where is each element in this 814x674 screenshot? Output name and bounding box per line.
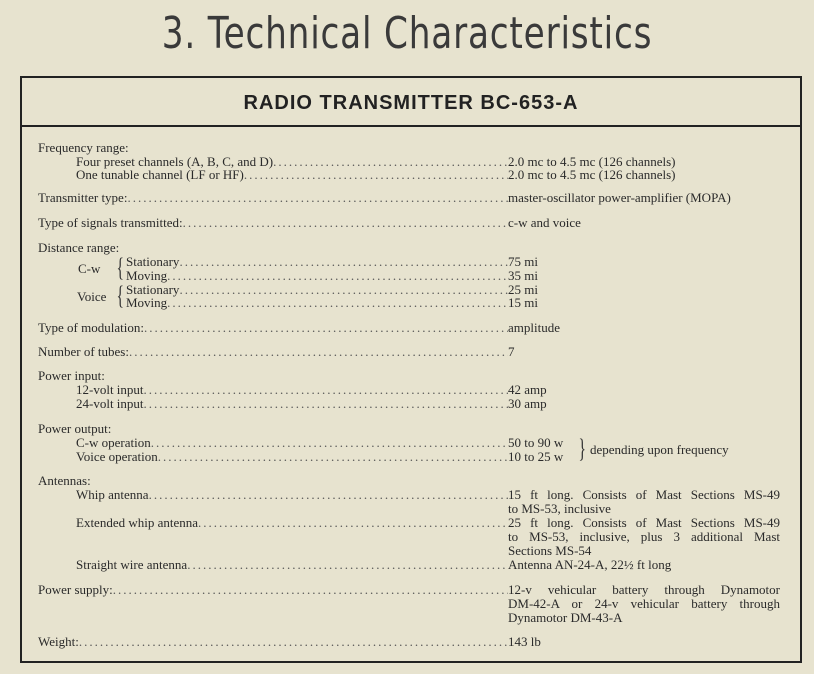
brace-icon: { [116, 281, 124, 310]
spec-value [508, 345, 780, 359]
dot-leader [183, 216, 508, 230]
spec-label: 24-volt input [76, 396, 144, 411]
spec-label: Distance range: [38, 240, 120, 255]
dot-leader [149, 488, 508, 502]
dot-leader [167, 269, 508, 283]
header-divider [22, 125, 800, 127]
spec-label: Moving [126, 268, 168, 283]
dot-leader [127, 191, 508, 205]
dot-leader [198, 516, 508, 530]
spec-label: C-w operation [76, 435, 151, 450]
spec-label: Antennas: [38, 473, 91, 488]
spec-value-line: 50 to 90 w [508, 435, 564, 450]
spec-value-line: amplitude [508, 320, 560, 335]
spec-label: Straight wire antenna [76, 557, 188, 572]
brace-icon: } [578, 434, 586, 463]
spec-label: One tunable channel (LF or HF) [76, 167, 244, 182]
spec-label: Moving [126, 295, 168, 310]
spec-value-line: master-oscillator power-amplifier (MOPA) [508, 190, 731, 205]
spec-value [508, 516, 780, 558]
spec-value-line: 42 amp [508, 382, 547, 397]
spec-value-line: 75 mi [508, 254, 538, 269]
spec-label: Weight: [38, 634, 79, 649]
spec-value-line: 2.0 mc to 4.5 mc (126 channels) [508, 154, 676, 169]
spec-value [508, 436, 578, 450]
dot-leader [158, 450, 508, 464]
spec-label: Stationary [126, 254, 180, 269]
spec-value-line: to MS-53, inclusive, plus 3 additional Mast [508, 529, 780, 544]
power-output-note: depending upon frequency [590, 442, 729, 457]
spec-label: Transmitter type: [38, 190, 128, 205]
spec-value [508, 488, 780, 516]
dot-leader [144, 397, 508, 411]
dot-leader [167, 296, 508, 310]
spec-label: Power input: [38, 368, 105, 383]
spec-value [508, 583, 780, 625]
spec-value-line: Sections MS-54 [508, 543, 592, 558]
spec-label: Extended whip antenna [76, 515, 199, 530]
spec-label: Power output: [38, 421, 112, 436]
spec-label: Voice operation [76, 449, 158, 464]
spec-label: Type of modulation: [38, 320, 144, 335]
spec-label: Four preset channels (A, B, C, and D) [76, 154, 274, 169]
dot-leader [144, 383, 508, 397]
spec-label: Number of tubes: [38, 344, 129, 359]
spec-value-line: 7 [508, 344, 515, 359]
spec-label: Type of signals transmitted: [38, 215, 183, 230]
spec-value-line: 35 mi [508, 268, 538, 283]
spec-value [508, 191, 780, 205]
dot-leader [151, 436, 508, 450]
spec-label: Power supply: [38, 582, 113, 597]
spec-value-line: 25 ft long. Consists of Mast Sections MS-49 [508, 515, 780, 530]
dot-leader [244, 168, 508, 182]
spec-value-line: Antenna AN-24-A, 22½ ft long [508, 557, 672, 572]
dot-leader [179, 255, 508, 269]
spec-label: 12-volt input [76, 382, 144, 397]
dot-leader [79, 635, 508, 649]
dot-leader [187, 558, 508, 572]
spec-value [508, 383, 780, 397]
spec-value-line: 12-v vehicular battery through Dynamotor [508, 582, 780, 597]
spec-label: Frequency range: [38, 140, 129, 155]
dot-leader [113, 583, 508, 597]
table-header: RADIO TRANSMITTER BC-653-A [243, 92, 579, 114]
dot-leader [273, 155, 508, 169]
spec-value [508, 255, 780, 269]
spec-value-line: 30 amp [508, 396, 547, 411]
spec-value [508, 168, 780, 182]
spec-value [508, 296, 780, 310]
spec-value [508, 283, 780, 297]
dot-leader [144, 321, 508, 335]
spec-value-line: DM-42-A or 24-v vehicular battery through [508, 596, 780, 611]
spec-value [508, 216, 780, 230]
spec-value-line: 143 lb [508, 634, 541, 649]
spec-label: Whip antenna [76, 487, 149, 502]
spec-value-line: c-w and voice [508, 215, 581, 230]
spec-value-line: 15 ft long. Consists of Mast Sections MS-49 [508, 487, 780, 502]
distance-group-label: Voice [77, 289, 107, 304]
page-title: 3. Technical Characteristics [161, 8, 653, 59]
spec-value [508, 450, 578, 464]
spec-value [508, 269, 780, 283]
spec-value-line: 25 mi [508, 282, 538, 297]
spec-value-line: 15 mi [508, 295, 538, 310]
spec-label: Stationary [126, 282, 180, 297]
dot-leader [179, 283, 508, 297]
spec-value-line: Dynamotor DM-43-A [508, 610, 623, 625]
spec-value-line: 10 to 25 w [508, 449, 564, 464]
spec-value [508, 635, 780, 649]
dot-leader [129, 345, 508, 359]
brace-icon: { [116, 253, 124, 282]
spec-value [508, 321, 780, 335]
spec-value [508, 558, 780, 572]
spec-value-line: 2.0 mc to 4.5 mc (126 channels) [508, 167, 676, 182]
spec-value-line: to MS-53, inclusive [508, 501, 611, 516]
spec-value [508, 397, 780, 411]
distance-group-label: C-w [78, 261, 101, 276]
